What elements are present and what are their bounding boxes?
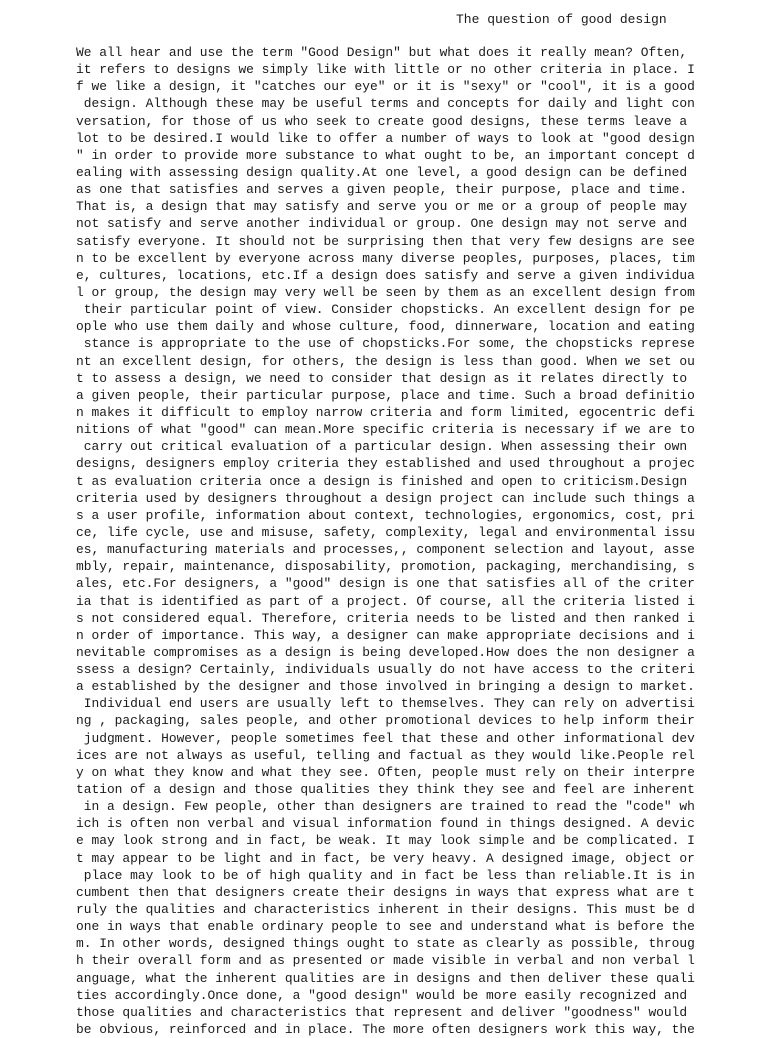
body-line: h their overall form and as presented or made visible in verbal and non verbal l: [76, 953, 695, 969]
body-line: those qualities and characteristics that represent and deliver "goodness" would: [76, 1004, 688, 1020]
body-line: place may look to be of high quality and in fact be less than reliable.It is in: [76, 867, 695, 883]
body-line: ices are not always as useful, telling and factual as they would like.People rel: [76, 747, 695, 763]
body-line: ruly the qualities and characteristics inherent in their designs. This must be d: [76, 902, 695, 918]
body-line: n makes it difficult to employ narrow criteria and form limited, egocentric defi: [76, 404, 695, 420]
body-line: a given people, their particular purpose, place and time. Such a broad definitio: [76, 387, 695, 403]
body-line: their particular point of view. Consider chopsticks. An excellent design for pe: [76, 302, 695, 318]
body-line: " in order to provide more substance to what ought to be, an important concept d: [76, 147, 695, 163]
body-line: judgment. However, people sometimes feel that these and other informational dev: [76, 730, 695, 746]
body-line: stance is appropriate to the use of chopsticks.For some, the chopsticks represe: [76, 336, 695, 352]
body-line: m. In other words, designed things ought to state as clearly as possible, throug: [76, 936, 695, 952]
body-line: t as evaluation criteria once a design is finished and open to criticism.Design: [76, 473, 688, 489]
body-line: e may look strong and in fact, be weak. It may look simple and be complicated. I: [76, 833, 695, 849]
body-line: ssess a design? Certainly, individuals usually do not have access to the criteri: [76, 662, 695, 678]
document-title: The question of good design: [456, 12, 667, 27]
body-line: That is, a design that may satisfy and serve you or me or a group of people may: [76, 199, 688, 215]
body-line: We all hear and use the term "Good Design" but what does it really mean? Often,: [76, 45, 688, 60]
body-line: mbly, repair, maintenance, disposability, promotion, packaging, merchandising, s: [76, 559, 695, 575]
body-line: nt an excellent design, for others, the design is less than good. When we set ou: [76, 353, 695, 369]
body-line: t to assess a design, we need to consider that design as it relates directly to: [76, 370, 688, 386]
body-line: s a user profile, information about context, technologies, ergonomics, cost, pri: [76, 507, 695, 523]
body-line: ople who use them daily and whose culture, food, dinnerware, location and eating: [76, 319, 695, 335]
body-line: anguage, what the inherent qualities are in designs and then deliver these quali: [76, 970, 695, 986]
body-line: ia that is identified as part of a project. Of course, all the criteria listed i: [76, 593, 695, 609]
body-line: versation, for those of us who seek to create good designs, these terms leave a: [76, 113, 688, 129]
body-line: cumbent then that designers create their designs in ways that express what are t: [76, 884, 695, 900]
body-line: nitions of what "good" can mean.More specific criteria is necessary if we are to: [76, 422, 695, 438]
body-line: s not considered equal. Therefore, criteria needs to be listed and then ranked i: [76, 610, 695, 626]
body-line: one in ways that enable ordinary people to see and understand what is before the: [76, 919, 695, 935]
document-body: [76, 44, 695, 1038]
body-line: ealing with assessing design quality.At one level, a good design can be defined: [76, 164, 688, 180]
body-line: t may appear to be light and in fact, be very heavy. A designed image, object or: [76, 850, 695, 866]
body-line: n to be excellent by everyone across many diverse peoples, purposes, places, tim: [76, 250, 695, 266]
body-line: f we like a design, it "catches our eye" or it is "sexy" or "cool", it is a good: [76, 79, 695, 95]
body-line: Individual end users are usually left to themselves. They can rely on advertisi: [76, 696, 695, 712]
body-line: as one that satisfies and serves a given people, their purpose, place and time.: [76, 182, 688, 198]
body-line: a established by the designer and those involved in bringing a design to market.: [76, 679, 695, 695]
body-line: carry out critical evaluation of a particular design. When assessing their own: [76, 439, 688, 455]
body-line: ce, life cycle, use and misuse, safety, complexity, legal and environmental issu: [76, 524, 695, 540]
body-line: it refers to designs we simply like with little or no other criteria in place. I: [76, 62, 695, 78]
body-line: be obvious, reinforced and in place. The more often designers work this way, the: [76, 1022, 695, 1038]
body-line: l or group, the design may very well be seen by them as an excellent design from: [76, 284, 695, 300]
body-line: in a design. Few people, other than designers are trained to read the "code" wh: [76, 799, 695, 815]
body-line: n order of importance. This way, a designer can make appropriate decisions and i: [76, 627, 695, 643]
body-line: tation of a design and those qualities they think they see and feel are inherent: [76, 782, 695, 798]
body-line: ties accordingly.Once done, a "good design" would be more easily recognized and: [76, 987, 688, 1003]
body-line: e, cultures, locations, etc.If a design does satisfy and serve a given individua: [76, 267, 695, 283]
body-line: lot to be desired.I would like to offer a number of ways to look at "good design: [76, 130, 695, 146]
body-line: y on what they know and what they see. Often, people must rely on their interpre: [76, 764, 695, 780]
body-line: nevitable compromises as a design is being developed.How does the non designer a: [76, 644, 695, 660]
body-line: satisfy everyone. It should not be surprising then that very few designs are see: [76, 233, 695, 249]
body-line: ales, etc.For designers, a "good" design is one that satisfies all of the criter: [76, 576, 695, 592]
body-line: ng , packaging, sales people, and other promotional devices to help inform their: [76, 713, 695, 729]
body-line: ich is often non verbal and visual information found in things designed. A devic: [76, 816, 695, 832]
body-line: design. Although these may be useful terms and concepts for daily and light con: [76, 96, 695, 112]
body-line: designs, designers employ criteria they established and used throughout a projec: [76, 456, 695, 472]
body-line: criteria used by designers throughout a design project can include such things a: [76, 490, 695, 506]
body-line: es, manufacturing materials and processes,, component selection and layout, asse: [76, 542, 695, 558]
body-line: not satisfy and serve another individual or group. One design may not serve and: [76, 216, 688, 232]
